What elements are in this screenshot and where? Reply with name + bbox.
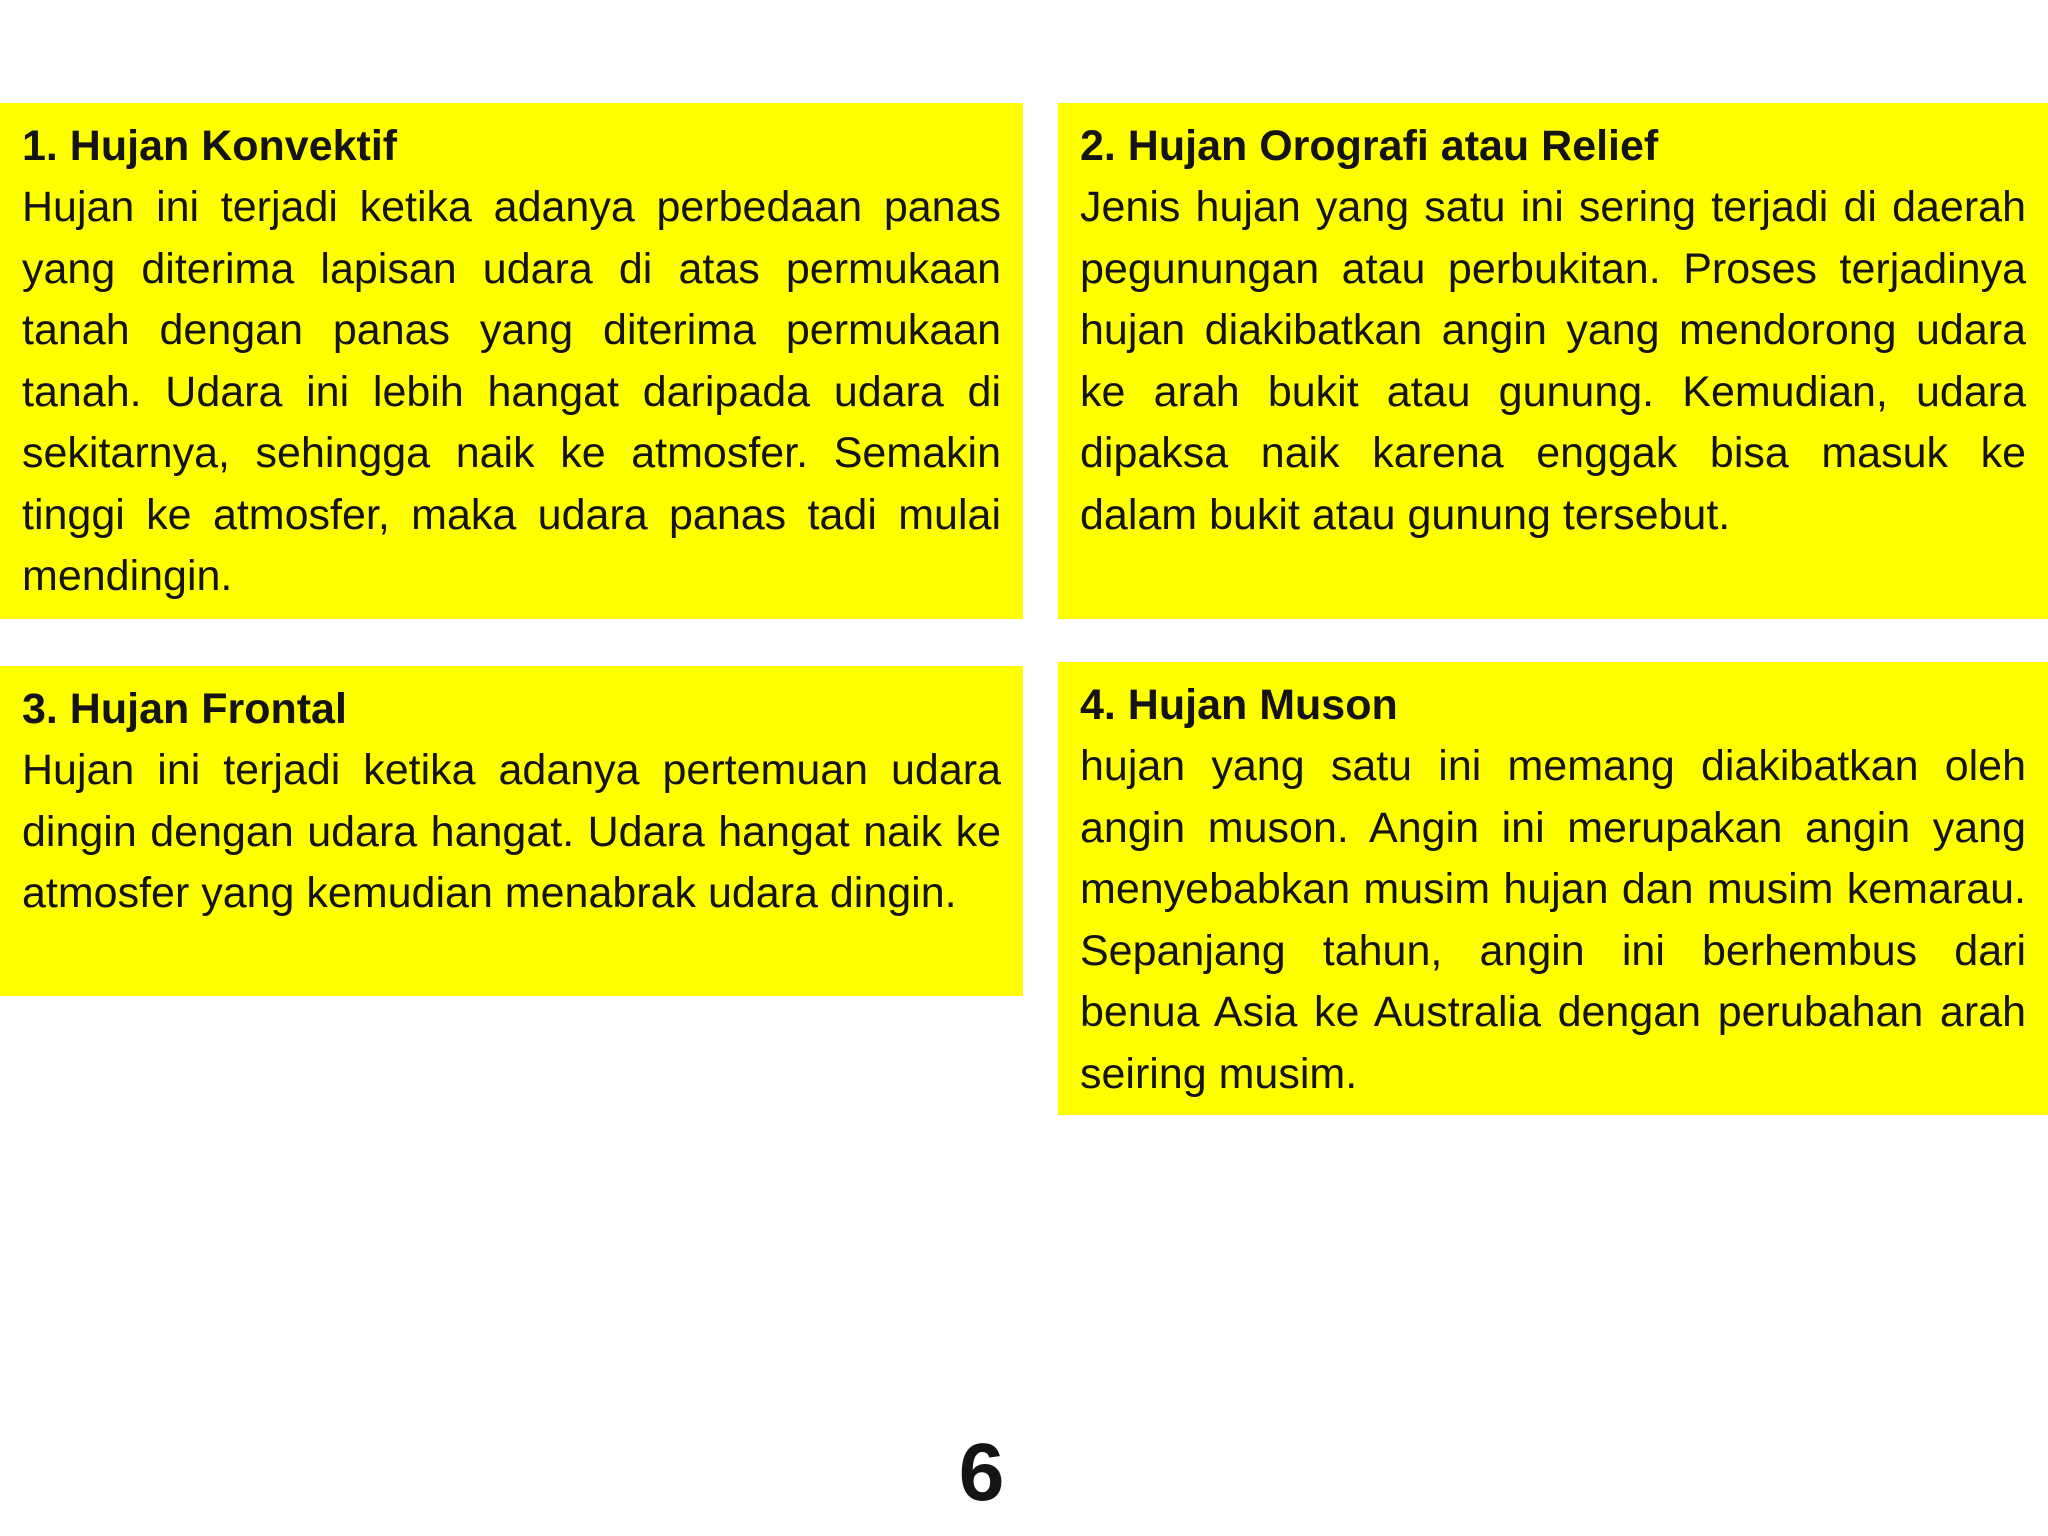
- section-body: Hujan ini terjadi ketika adanya perbedaan panas yang diterima lapisan udara di atas permukaan tanah dengan panas yang diterima permukaan tanah. Udara ini lebih hangat daripada udara di sekitarnya, sehingga naik ke atmosfer. Semakin tinggi ke atmosfer, maka udara panas tadi mulai mendingin.: [22, 183, 1001, 600]
- section-hujan-muson: [1058, 662, 2048, 1115]
- section-title: 3. Hujan Frontal: [22, 685, 347, 733]
- section-hujan-orografi: [1058, 103, 2048, 619]
- section-body: Hujan ini terjadi ketika adanya pertemuan udara dingin dengan udara hangat. Udara hangat naik ke atmosfer yang kemudian menabrak udara dingin.: [22, 746, 1001, 917]
- section-title: 4. Hujan Muson: [1080, 681, 1398, 729]
- section-title: 1. Hujan Konvektif: [22, 122, 398, 170]
- section-hujan-frontal: [0, 666, 1023, 996]
- section-body: hujan yang satu ini memang diakibatkan oleh angin muson. Angin ini merupakan angin yang menyebabkan musim hujan dan musim kemarau. Sepanjang tahun, angin ini berhembus dari benua Asia ke Australia dengan perubahan arah seiring musim.: [1080, 742, 2026, 1098]
- section-body: Jenis hujan yang satu ini sering terjadi di daerah pegunungan atau perbukitan. Proses terjadinya hujan diakibatkan angin yang mendorong udara ke arah bukit atau gunung. Kemudian, udara dipaksa naik karena enggak bisa masuk ke dalam bukit atau gunung tersebut.: [1080, 183, 2026, 539]
- section-title: 2. Hujan Orografi atau Relief: [1080, 122, 1659, 170]
- page-number: 6: [958, 1427, 1005, 1518]
- section-hujan-konvektif: [0, 103, 1023, 619]
